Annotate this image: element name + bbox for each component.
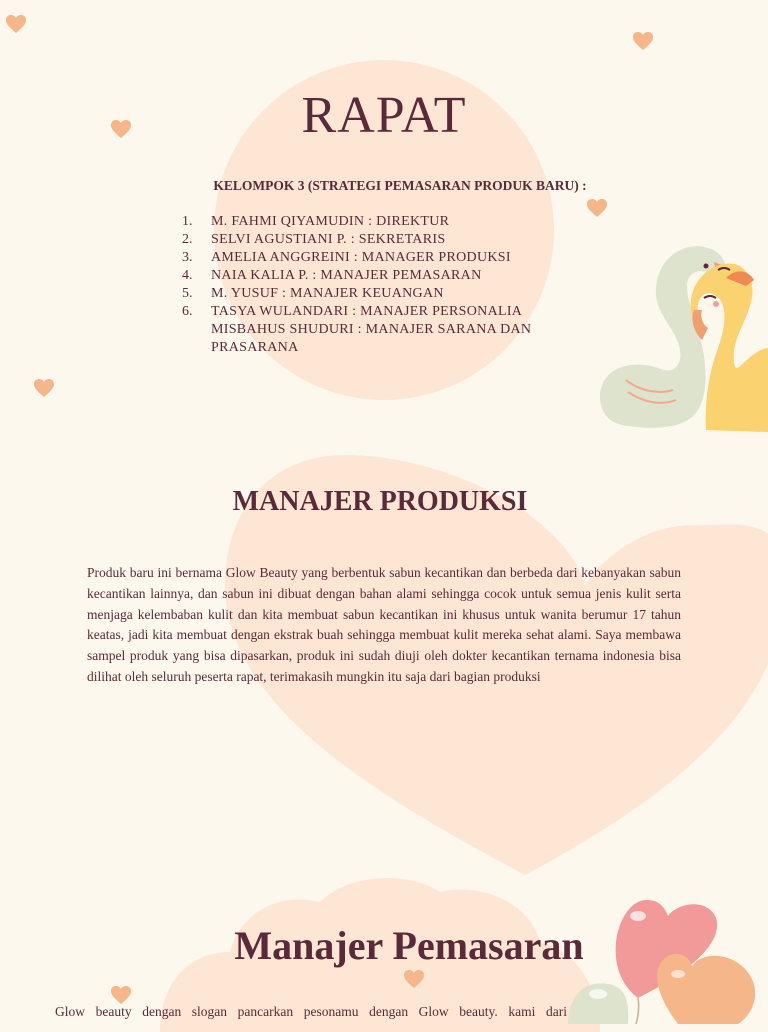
- heart-icon: [587, 199, 607, 219]
- list-item: [182, 249, 562, 267]
- list-number: 3.: [182, 250, 193, 265]
- heart-icon: [34, 379, 54, 399]
- member-text: M. YUSUF : MANAJER KEUANGAN: [211, 286, 444, 301]
- list-number: 1.: [182, 214, 193, 229]
- page-title: RAPAT: [301, 87, 467, 144]
- member-text: MISBAHUS SHUDURI : MANAJER SARANA DAN PRASARANA: [211, 322, 532, 355]
- list-number: 2.: [182, 232, 193, 247]
- member-list: [182, 213, 562, 357]
- member-text: M. FAHMI QIYAMUDIN : DIREKTUR: [211, 214, 450, 229]
- list-number: 5.: [182, 286, 193, 301]
- member-text: AMELIA ANGGREINI : MANAGER PRODUKSI: [211, 250, 511, 265]
- swan-couple-illustration: [598, 240, 768, 432]
- list-number: 4.: [182, 268, 193, 283]
- list-item: [182, 321, 562, 357]
- section-body-produksi: Produk baru ini bernama Glow Beauty yang berbentuk sabun kecantikan dan berbeda dari kebanyakan sabun kecantikan lainnya, dan sabun ini dibuat dengan bahan alami sehingga cocok untuk semua jenis kulit serta menjaga kelembaban kulit dan kita membuat sabun kecantikan ini khusus untuk wanita berumur 17 tahun keatas, jadi kita membuat dengan ekstrak buah sehingga membuat kulit mereka sehat alami. Saya membawa sampel produk yang bisa dipasarkan, produk ini sudah diuji oleh dokter kecantikan ternama indonesia bisa dilihat oleh seluruh peserta rapat, terimakasih mungkin itu saja dari bagian produksi: [87, 565, 681, 684]
- section-heading-pemasaran: Manajer Pemasaran: [234, 923, 584, 968]
- heart-icon: [6, 15, 26, 35]
- member-text: TASYA WULANDARI : MANAJER PERSONALIA: [211, 304, 523, 319]
- list-number: [182, 321, 211, 357]
- list-item: [182, 213, 562, 231]
- member-text: NAIA KALIA P. : MANAJER PEMASARAN: [211, 268, 482, 283]
- list-number: 6.: [182, 304, 193, 319]
- list-item: [182, 231, 562, 249]
- list-item: [182, 267, 562, 285]
- section-body-pemasaran: Glow beauty dengan slogan pancarkan pesonamu dengan Glow beauty. kami dari: [55, 1004, 567, 1019]
- list-item: [182, 285, 562, 303]
- heart-icon: [633, 32, 653, 52]
- heart-icon: [404, 970, 424, 990]
- member-text: SELVI AGUSTIANI P. : SEKRETARIS: [211, 232, 446, 247]
- group-subtitle: KELOMPOK 3 (STRATEGI PEMASARAN PRODUK BARU) :: [213, 178, 587, 193]
- list-item: [182, 303, 562, 321]
- section-heading-produksi: MANAJER PRODUKSI: [232, 486, 528, 517]
